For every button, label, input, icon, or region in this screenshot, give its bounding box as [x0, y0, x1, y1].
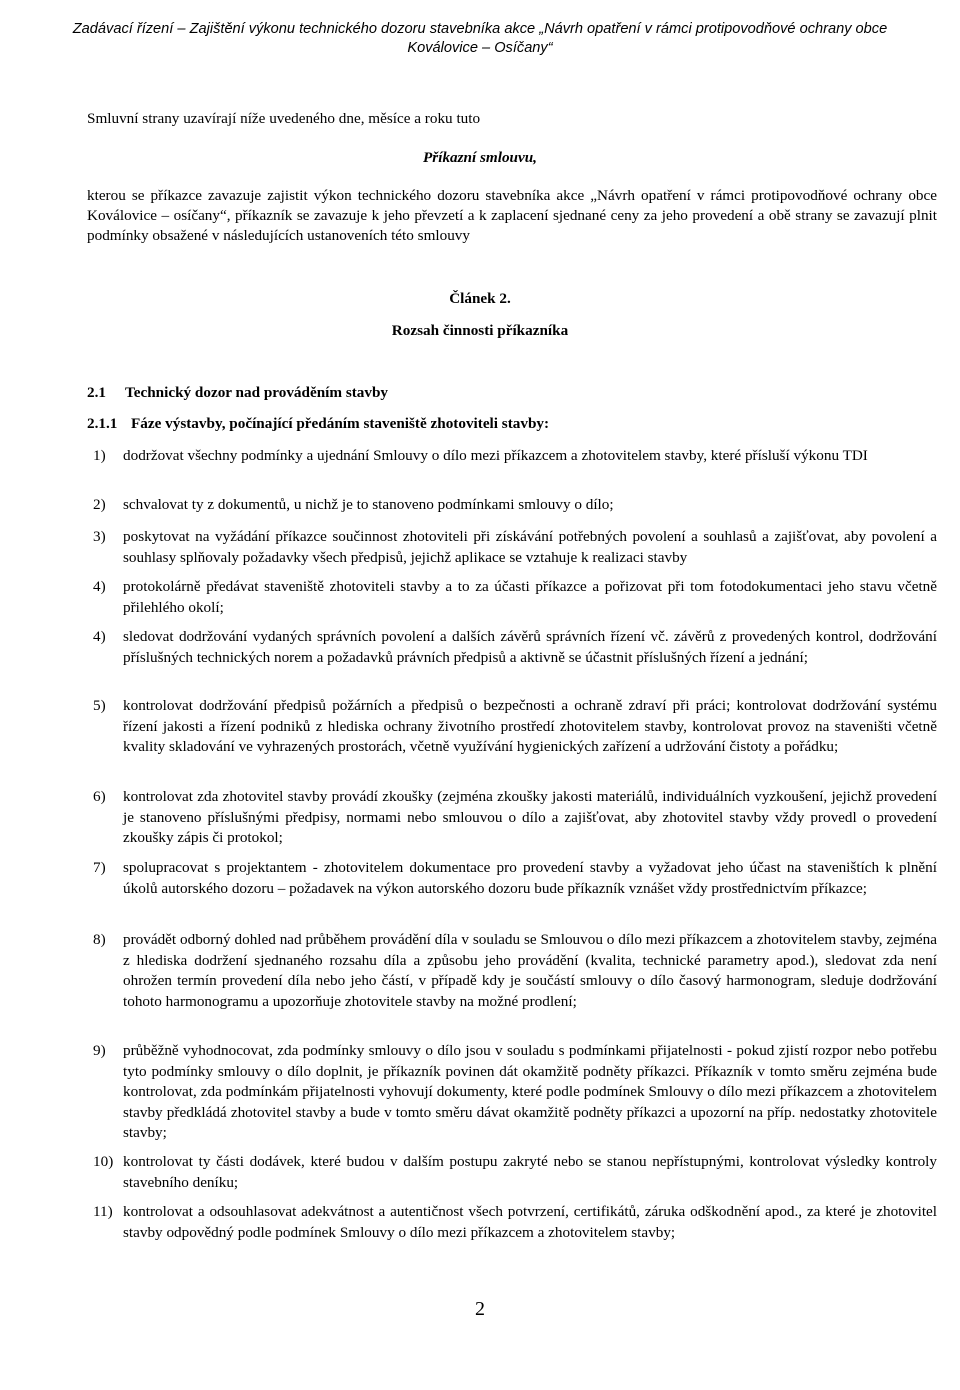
item-text: spolupracovat s projektantem - zhotovitelem dokumentace pro provedení stavby a vyžadovat jeho účast na staveništích k plnění úkolů autorského dozoru – požadavek na výkon autorského dozoru bude příkazník vznášet vždy prostřednictvím příkazce; [123, 859, 937, 897]
item-text: protokolárně předávat staveniště zhotoviteli stavby a to za účasti příkazce a pořizovat při tom fotodokumentaci jeho stavu včetně přilehlého okolí; [123, 578, 937, 616]
section-title: Technický dozor nad prováděním stavby [125, 384, 389, 401]
item-number: 4) [93, 628, 106, 645]
article-title: Rozsah činnosti příkazníka [391, 322, 569, 339]
item-number: 10) [93, 1153, 114, 1170]
item-text: kontrolovat dodržování předpisů požárních a předpisů o bezpečnosti a ochraně zdraví při práci; kontrolovat dodržování systému řízení jakosti a řízení podniků z hlediska ochrany životního prostředí zhotovitelem stavby, kontrolovat provoz na staveništi včetně kvality skladování ve vyhrazených prostorách, včetně využívání hygienických zařízení a udržování čistoty a pořádku; [123, 697, 937, 756]
section-number: 2.1 [87, 384, 106, 401]
article-number: Článek 2. [449, 290, 511, 307]
header-line-2: Koválovice – Osíčany“ [407, 40, 553, 56]
section-title: Fáze výstavby, počínající předáním staveniště zhotoviteli stavby: [131, 415, 550, 432]
item-text: průběžně vyhodnocovat, zda podmínky smlouvy o dílo jsou v souladu s podmínkami přijatelnosti - pokud zjistí rozpor nebo potřebu tyto podmínky smlouvy o dílo doplnit, je příkazník povinen dát okamžitě podněty příkazci. Příkazník v tomto směru zejména bude kontrolovat, zda podmínkám přijatelnosti vyhovují dokumenty, které podle podmínek Smlouvy o dílo mezi příkazcem a zhotovitelem stavby předkládá zhotovitel stavby a bude v tomto směru dávat okamžitě podněty příkazci a upozorní na příp. nedostatky zhotovitele stavby; [123, 1042, 937, 1142]
item-number: 6) [93, 788, 106, 805]
item-text: kontrolovat zda zhotovitel stavby provádí zkoušky (zejména zkoušky jakosti materiálů, individuálních vyzkoušení, jejichž provedení je stanoveno příslušnými předpisy, normami nebo smlouvou o dílo a zajišťovat, aby zhotovitel stavby vždy provedl o provedení zkoušky zápis či protokol; [123, 788, 937, 847]
item-text: schvalovat ty z dokumentů, u nichž je to stanoveno podmínkami smlouvy o dílo; [123, 496, 614, 513]
header-line-1: Zadávací řízení – Zajištění výkonu technického dozoru stavebníka akce „Návrh opatření v rámci protipovodňové ochrany obce [72, 21, 888, 37]
item-text: kontrolovat ty části dodávek, které budou v dalším postupu zakryté nebo se stanou nepřístupnými, kontrolovat výsledky kontroly stavebního deníku; [123, 1153, 937, 1191]
contract-title: Příkazní smlouvu, [423, 149, 537, 166]
item-number: 4) [93, 578, 106, 595]
item-number: 9) [93, 1042, 106, 1059]
item-text: sledovat dodržování vydaných správních povolení a dalších závěrů správních řízení vč. závěrů z provedených kontrol, dodržování příslušných technických norem a požadavků právních předpisů a aktivně se účastnit příslušných řízení a jednání; [123, 628, 937, 666]
item-number: 7) [93, 859, 106, 876]
item-text: poskytovat na vyžádání příkazce součinnost zhotoviteli při získávání potřebných povolení a souhlasů a zajišťovat, aby povolení a souhlasy splňovaly požadavky všech předpisů, jejichž aplikace se vztahuje k realizaci stavby [123, 528, 937, 566]
item-number: 8) [93, 931, 106, 948]
contract-paragraph: kterou se příkazce zavazuje zajistit výkon technického dozoru stavebníka akce „Návrh opatření v rámci protipovodňové ochrany obce Koválovice – osíčany“, příkazník se zavazuje k jeho převzetí a k zaplacení sjednané ceny za jeho provedení a obě strany se zavazují plnit podmínky obsažené v následujících ustanoveních této smlouvy [87, 187, 937, 244]
item-number: 1) [93, 447, 106, 464]
item-text: dodržovat všechny podmínky a ujednání Smlouvy o dílo mezi příkazcem a zhotovitelem stavby, které přísluší výkonu TDI [123, 447, 868, 464]
page-header [20, 20, 940, 58]
section-heading-2-1-1 [87, 414, 549, 434]
section-number: 2.1.1 [87, 415, 118, 432]
item-number: 3) [93, 528, 106, 545]
intro-text: Smluvní strany uzavírají níže uvedeného dne, měsíce a roku tuto [87, 110, 481, 127]
item-number: 11) [93, 1203, 113, 1220]
section-heading-2-1 [87, 383, 388, 403]
item-text: provádět odborný dohled nad průběhem provádění díla v souladu se Smlouvou o dílo mezi příkazcem a zhotovitelem stavby, zejména z hlediska dodržení sjednaného rozsahu díla a způsobu jeho provádění (kvalita, technické parametry apod.), sledovat zda není ohrožen termín provedení díla nebo jeho částí, v případě kdy je součástí smlouvy o dílo časový harmonogram, sleduje dodržování tohoto harmonogramu a upozorňuje zhotovitele stavby na možné prodlení; [123, 931, 937, 1010]
page-number: 2 [475, 1298, 485, 1320]
item-number: 2) [93, 496, 106, 513]
item-number: 5) [93, 697, 106, 714]
item-text: kontrolovat a odsouhlasovat adekvátnost a autentičnost všech potvrzení, certifikátů, záruka odškodnění apod., za které je zhotovitel stavby odpovědný podle podmínek Smlouvy o dílo mezi příkazcem a zhotovitelem stavby; [123, 1203, 937, 1241]
